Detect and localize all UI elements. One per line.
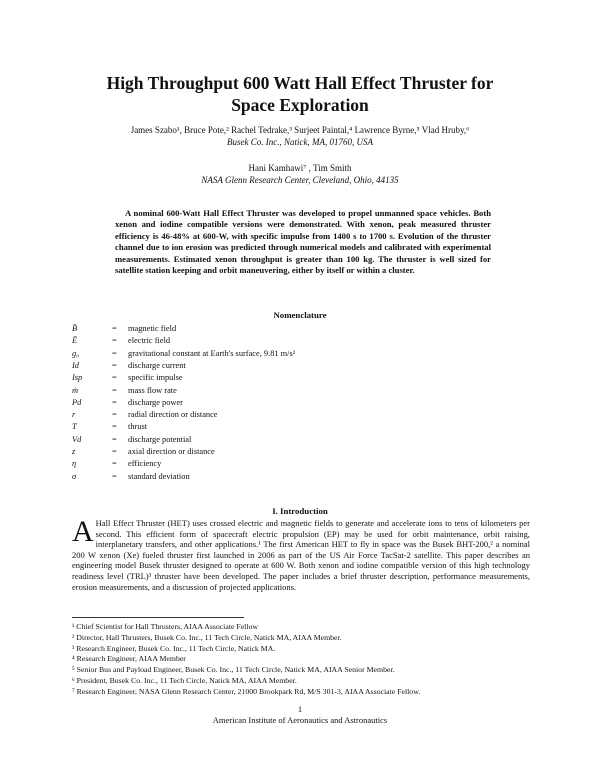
footnote: ⁷ Research Engineer, NASA Glenn Research Center, 21000 Brookpark Rd, M/S 301-3, AIAA Associate Fellow. — [72, 686, 421, 696]
nomenclature-equals: = — [112, 397, 117, 407]
nomenclature-row — [72, 422, 472, 434]
nomenclature-definition: discharge current — [128, 360, 186, 370]
nomenclature-row — [72, 324, 472, 336]
title-line-2: Space Exploration — [231, 95, 369, 115]
page-footer: American Institute of Aeronautics and Astronautics — [212, 715, 388, 725]
nomenclature-row — [72, 386, 472, 398]
affiliation-nasa: NASA Glenn Research Center, Cleveland, Ohio, 44135 — [201, 175, 399, 185]
footnotes — [72, 622, 542, 698]
nomenclature-symbol: z — [72, 447, 76, 456]
introduction-paragraph — [72, 515, 530, 592]
nomenclature-equals: = — [112, 459, 117, 469]
nomenclature-definition: gravitational constant at Earth's surface, 9.81 m/s² — [128, 348, 296, 358]
nomenclature-symbol: g₀ — [72, 348, 80, 358]
nomenclature-equals: = — [112, 410, 117, 420]
nomenclature-symbol: T — [72, 422, 77, 432]
nomenclature-row — [72, 459, 472, 471]
nomenclature-heading: Nomenclature — [273, 310, 327, 320]
nomenclature-symbol: Vd — [72, 434, 82, 444]
nomenclature-equals: = — [112, 385, 117, 395]
footnote-divider — [72, 617, 244, 618]
footnote: ² Director, Hall Thrusters, Busek Co. Inc., 11 Tech Circle, Natick MA, AIAA Member. — [72, 632, 342, 642]
nomenclature-equals: = — [112, 360, 117, 370]
nomenclature-definition: radial direction or distance — [128, 410, 218, 420]
nomenclature-row — [72, 435, 472, 447]
nomenclature-equals: = — [112, 422, 117, 432]
nomenclature-row — [72, 349, 472, 361]
nomenclature-symbol: σ — [72, 471, 77, 481]
nomenclature-definition: discharge potential — [128, 434, 192, 444]
nomenclature-definition: thrust — [128, 422, 148, 432]
nomenclature-symbol: ṁ — [72, 385, 79, 395]
author-block-nasa — [40, 162, 560, 186]
introduction-heading: I. Introduction — [272, 506, 328, 516]
nomenclature-definition: magnetic field — [128, 324, 177, 333]
nomenclature-definition: discharge power — [128, 397, 183, 407]
nomenclature-definition: axial direction or distance — [128, 447, 215, 456]
nomenclature-symbol: Pd — [72, 397, 82, 407]
page-number: 1 — [297, 704, 303, 714]
nomenclature-definition: electric field — [128, 336, 171, 346]
paper-title — [60, 72, 540, 116]
affiliation-busek: Busek Co. Inc., Natick, MA, 01760, USA — [227, 137, 373, 147]
nomenclature-equals: = — [112, 348, 117, 358]
nomenclature-equals: = — [112, 434, 117, 444]
nomenclature-symbol: r — [72, 410, 76, 420]
abstract: A nominal 600-Watt Hall Effect Thruster was developed to propel unmanned space vehicles. Both xenon and iodine compatible versions were demonstrated. With xenon, peak measured thruster efficiency is 46-48% at 600-W, with specific impulse from 1400 s to 1700 s. Evolution of the thruster channel due to ion erosion was predicted through numerical models and calibrated with experimental measurements. Estimated xenon throughput is greater than 100 kg. The thruster is well sized for satellite station keeping and orbit maneuvering, either by itself or within a cluster. — [115, 208, 491, 276]
drop-cap: A — [72, 515, 94, 548]
nomenclature-definition: standard deviation — [128, 471, 190, 481]
footnote: ⁴ Research Engineer, AIAA Member — [72, 654, 186, 664]
nomenclature-row — [72, 410, 472, 422]
nomenclature-symbol: Id — [72, 360, 79, 370]
nomenclature-definition: efficiency — [128, 459, 162, 469]
title-line-1: High Throughput 600 Watt Hall Effect Thruster for — [106, 73, 494, 93]
nomenclature-symbol: Ē — [72, 336, 78, 346]
nomenclature-equals: = — [112, 373, 117, 383]
nomenclature-row — [72, 398, 472, 410]
nomenclature-equals: = — [112, 471, 117, 481]
nomenclature-row — [72, 361, 472, 373]
nomenclature-symbol: η — [72, 459, 77, 469]
nomenclature-equals: = — [112, 336, 117, 346]
introduction-text: Hall Effect Thruster (HET) uses crossed electric and magnetic fields to generate and accelerate ions to tens of kilometers per second. This efficient form of spacecraft electric propulsion (EP) may be used for orbit maintenance, orbit raising, interplanetary transfers, and other applications.¹ The first American HET to fly in space was the Busek BHT-200,² a nominal 200 W xenon (Xe) fueled thruster first launched in 2006 as part of the US Air Force TacSat-2 satellite. This paper describes an engineering model Busek thruster designed to operate at 600 W. Both xenon and iodine compatible version of this high technology readiness level (TRL)³ thruster have been developed. The paper includes a brief thruster description, performance measurements, erosion measurements, and a discussion of projected applications. — [72, 518, 530, 592]
footnote: ³ Research Engineer, Busek Co. Inc., 11 Tech Circle, Natick MA. — [72, 643, 276, 653]
nomenclature-definition: specific impulse — [128, 373, 183, 383]
footnote: ⁶ President, Busek Co. Inc., 11 Tech Circle, Natick MA, AIAA Member. — [72, 675, 297, 685]
nomenclature-equals: = — [112, 447, 117, 456]
nomenclature-definition: mass flow rate — [128, 385, 177, 395]
nomenclature-row — [72, 373, 472, 385]
footnote: ⁵ Senior Bus and Payload Engineer, Busek Co. Inc., 11 Tech Circle, Natick MA, AIAA Senior Member. — [72, 665, 395, 675]
author-list-nasa: Hani Kamhawi⁷ , Tim Smith — [248, 163, 352, 173]
nomenclature-row — [72, 472, 472, 484]
nomenclature-symbol: Isp — [72, 373, 83, 383]
nomenclature-row — [72, 447, 472, 459]
nomenclature-row — [72, 336, 472, 348]
author-list: James Szabo¹, Bruce Pote,² Rachel Tedrake,³ Surjeet Paintal,⁴ Lawrence Byrne,⁵ Vlad Hruby,⁶ — [130, 125, 470, 135]
footnote: ¹ Chief Scientist for Hall Thrusters, AIAA Associate Fellow — [72, 622, 259, 631]
author-block-busek — [40, 124, 560, 148]
nomenclature-equals: = — [112, 324, 117, 333]
nomenclature-symbol: B̄ — [72, 324, 78, 333]
